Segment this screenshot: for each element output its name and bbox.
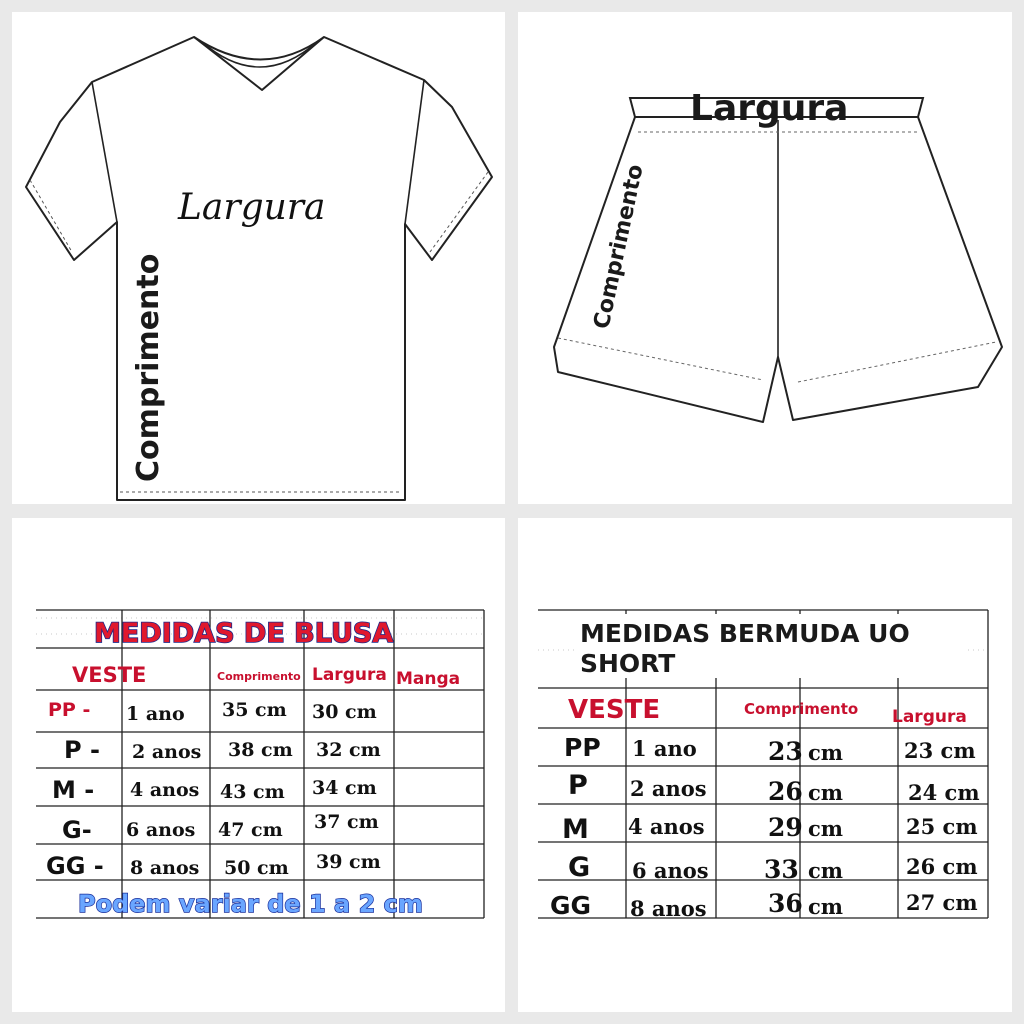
shorts-width-label: Largura [690,88,849,129]
length-unit-cell: cm [808,740,844,765]
width-cell: 26 cm [906,854,978,879]
age-cell: 8 anos [130,857,200,879]
table-row [52,776,377,804]
blouse-table-panel [12,518,505,1012]
length-cell: 43 cm [220,781,285,803]
table-row [562,813,978,845]
age-cell: 2 anos [630,776,707,801]
table-row [550,889,978,921]
table-row [568,770,980,806]
size-label: M [562,814,589,845]
size-label: GG - [46,852,104,880]
age-cell: 4 anos [130,779,200,801]
blouse-table-note: Podem variar de 1 a 2 cm [78,890,423,918]
size-label: P [568,770,588,801]
length-cell: 50 cm [224,857,289,879]
length-value-cell: 23 [768,737,803,766]
shorts-table [518,518,1012,1012]
table-row [62,811,379,844]
width-cell: 34 cm [312,777,377,799]
shorts-table-title-line1: MEDIDAS BERMUDA UO [580,619,910,648]
length-unit-cell: cm [808,816,844,841]
size-label: M - [52,776,95,804]
size-label: GG [550,891,592,920]
table-row [64,736,381,764]
blouse-table [12,518,505,1012]
width-cell: 37 cm [314,811,379,833]
blouse-header-size: VESTE [72,663,147,687]
width-cell: 24 cm [908,780,980,805]
shorts-table-title-line2: SHORT [580,649,676,678]
width-cell: 30 cm [312,701,377,723]
age-cell: 2 anos [132,741,202,763]
age-cell: 6 anos [126,819,196,841]
blouse-table-title: MEDIDAS DE BLUSA [94,618,394,649]
shorts-panel [518,12,1012,504]
shorts-header-length: Comprimento [744,700,859,718]
shirt-illustration [12,12,505,504]
age-cell: 1 ano [632,736,697,761]
length-unit-cell: cm [808,780,844,805]
length-unit-cell: cm [808,858,844,883]
age-cell: 4 anos [628,814,705,839]
size-label: G- [62,816,92,844]
blouse-header-sleeve: Manga [396,669,461,689]
size-label: PP - [48,699,91,721]
width-cell: 39 cm [316,851,381,873]
length-value-cell: 29 [768,813,803,842]
length-value-cell: 26 [768,777,803,806]
shorts-header-size: VESTE [568,695,661,725]
length-unit-cell: cm [808,894,844,919]
size-label: P - [64,736,100,764]
shirt-length-label: Comprimento [131,253,166,482]
age-cell: 1 ano [126,703,185,725]
shorts-illustration [518,12,1012,504]
shirt-panel [12,12,505,504]
width-cell: 27 cm [906,890,978,915]
length-value-cell: 33 [764,855,799,884]
width-cell: 25 cm [906,814,978,839]
length-cell: 47 cm [218,819,283,841]
age-cell: 6 anos [632,858,709,883]
width-cell: 32 cm [316,739,381,761]
shorts-table-panel [518,518,1012,1012]
shorts-length-label: Comprimento [589,162,649,332]
length-cell: 35 cm [222,699,287,721]
table-row [48,699,377,725]
size-label: G [568,852,591,883]
length-cell: 38 cm [228,739,293,761]
blouse-header-width: Largura [312,665,387,685]
table-row [46,851,381,880]
width-cell: 23 cm [904,738,976,763]
shorts-header-width: Largura [892,707,967,727]
blouse-header-length: Comprimento [217,670,301,683]
table-row [568,852,978,884]
length-value-cell: 36 [768,889,803,918]
age-cell: 8 anos [630,896,707,921]
size-label: PP [564,733,601,762]
shirt-width-label: Largura [178,187,326,228]
